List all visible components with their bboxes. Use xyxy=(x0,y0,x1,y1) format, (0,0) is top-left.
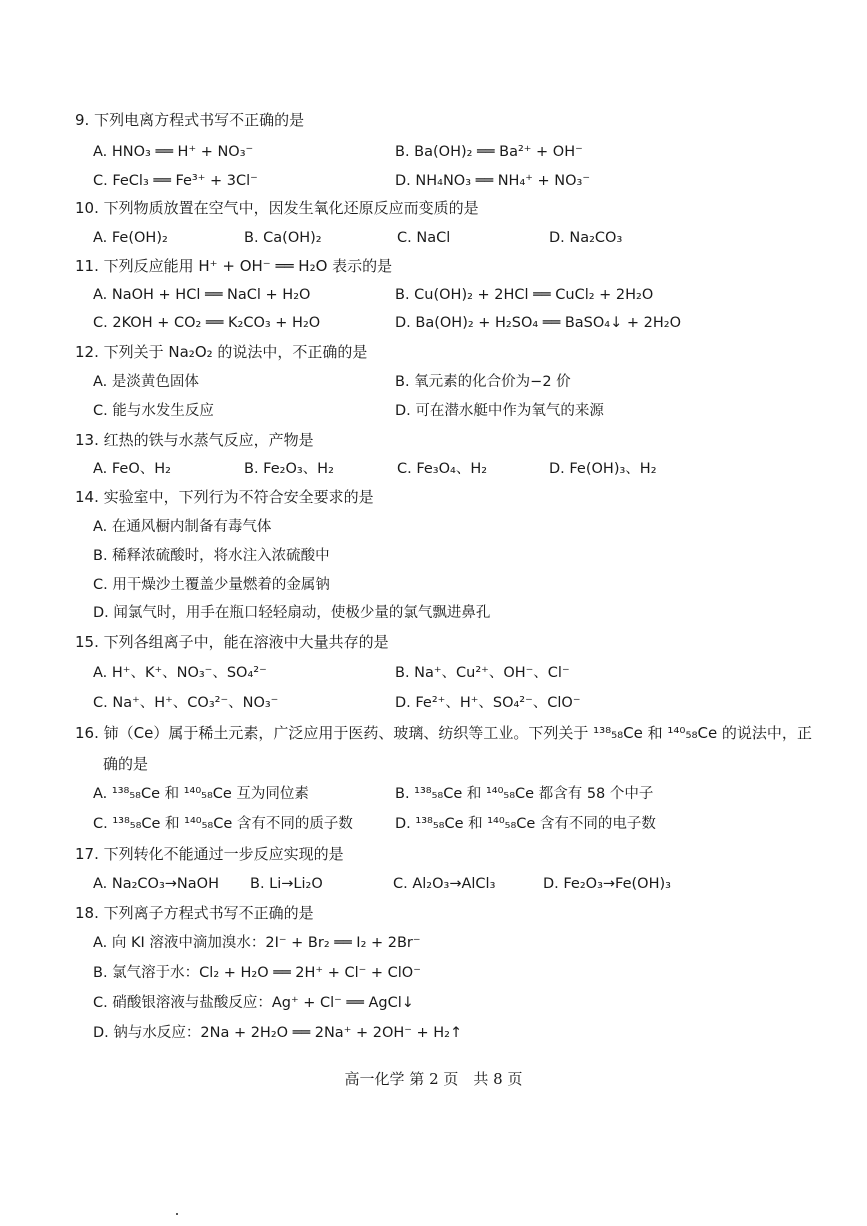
question-12-option-d: D. 可在潜水艇中作为氧气的来源 xyxy=(395,403,604,419)
question-13-option-b: B. Fe₂O₃、H₂ xyxy=(244,461,334,477)
question-16-option-d: D. ¹³⁸₅₈Ce 和 ¹⁴⁰₅₈Ce 含有不同的电子数 xyxy=(395,816,656,832)
question-17-stem: 17. 下列转化不能通过一步反应实现的是 xyxy=(75,845,344,863)
question-9-option-a: A. HNO₃ ══ H⁺ + NO₃⁻ xyxy=(93,144,254,160)
question-18-option-d: D. 钠与水反应：2Na + 2H₂O ══ 2Na⁺ + 2OH⁻ + H₂↑ xyxy=(93,1025,463,1041)
question-14-option-c: C. 用干燥沙土覆盖少量燃着的金属钠 xyxy=(93,577,330,593)
question-16-stem: 16. 铈（Ce）属于稀土元素，广泛应用于医药、玻璃、纺织等工业。下列关于 ¹³⁸₅₈Ce 和 ¹⁴⁰₅₈Ce 的说法中，正 xyxy=(75,724,812,742)
question-18-option-a: A. 向 KI 溶液中滴加溴水：2I⁻ + Br₂ ══ I₂ + 2Br⁻ xyxy=(93,935,421,951)
question-12-stem: 12. 下列关于 Na₂O₂ 的说法中，不正确的是 xyxy=(75,343,368,361)
question-16-stem-continued: 确的是 xyxy=(103,755,149,773)
question-17-option-d: D. Fe₂O₃→Fe(OH)₃ xyxy=(543,876,671,892)
page-footer: 高一化学 第 2 页 共 8 页 xyxy=(344,1070,523,1088)
question-11-option-c: C. 2KOH + CO₂ ══ K₂CO₃ + H₂O xyxy=(93,315,321,331)
question-11-option-b: B. Cu(OH)₂ + 2HCl ══ CuCl₂ + 2H₂O xyxy=(395,287,654,303)
question-14-option-b: B. 稀释浓硫酸时，将水注入浓硫酸中 xyxy=(93,548,330,564)
question-9-option-b: B. Ba(OH)₂ ══ Ba²⁺ + OH⁻ xyxy=(395,144,583,160)
question-15-option-c: C. Na⁺、H⁺、CO₃²⁻、NO₃⁻ xyxy=(93,695,279,711)
question-18-stem: 18. 下列离子方程式书写不正确的是 xyxy=(75,904,314,922)
question-17-option-b: B. Li→Li₂O xyxy=(250,876,323,892)
question-10-stem: 10. 下列物质放置在空气中，因发生氧化还原反应而变质的是 xyxy=(75,199,479,217)
question-10-option-a: A. Fe(OH)₂ xyxy=(93,230,168,246)
question-14-option-a: A. 在通风橱内制备有毒气体 xyxy=(93,519,272,535)
question-18-option-b: B. 氯气溶于水：Cl₂ + H₂O ══ 2H⁺ + Cl⁻ + ClO⁻ xyxy=(93,965,421,981)
question-14-option-d: D. 闻氯气时，用手在瓶口轻轻扇动，使极少量的氯气飘进鼻孔 xyxy=(93,605,491,621)
question-15-option-d: D. Fe²⁺、H⁺、SO₄²⁻、ClO⁻ xyxy=(395,695,581,711)
scan-speck xyxy=(176,1213,178,1215)
question-16-option-a: A. ¹³⁸₅₈Ce 和 ¹⁴⁰₅₈Ce 互为同位素 xyxy=(93,786,309,802)
question-10-option-d: D. Na₂CO₃ xyxy=(549,230,623,246)
question-12-option-c: C. 能与水发生反应 xyxy=(93,403,214,419)
question-17-option-c: C. Al₂O₃→AlCl₃ xyxy=(393,876,496,892)
question-17-option-a: A. Na₂CO₃→NaOH xyxy=(93,876,219,892)
question-16-option-b: B. ¹³⁸₅₈Ce 和 ¹⁴⁰₅₈Ce 都含有 58 个中子 xyxy=(395,786,654,802)
question-15-stem: 15. 下列各组离子中，能在溶液中大量共存的是 xyxy=(75,633,389,651)
question-10-option-c: C. NaCl xyxy=(397,230,451,246)
question-9-option-d: D. NH₄NO₃ ══ NH₄⁺ + NO₃⁻ xyxy=(395,173,591,189)
question-10-option-b: B. Ca(OH)₂ xyxy=(244,230,322,246)
question-12-option-a: A. 是淡黄色固体 xyxy=(93,374,199,390)
question-13-option-c: C. Fe₃O₄、H₂ xyxy=(397,461,488,477)
question-11-stem: 11. 下列反应能用 H⁺ + OH⁻ ══ H₂O 表示的是 xyxy=(75,257,393,275)
question-12-option-b: B. 氧元素的化合价为−2 价 xyxy=(395,374,571,390)
question-13-option-a: A. FeO、H₂ xyxy=(93,461,171,477)
question-15-option-a: A. H⁺、K⁺、NO₃⁻、SO₄²⁻ xyxy=(93,665,267,681)
question-9-option-c: C. FeCl₃ ══ Fe³⁺ + 3Cl⁻ xyxy=(93,173,258,189)
question-14-stem: 14. 实验室中，下列行为不符合安全要求的是 xyxy=(75,488,374,506)
question-18-option-c: C. 硝酸银溶液与盐酸反应：Ag⁺ + Cl⁻ ══ AgCl↓ xyxy=(93,995,414,1011)
question-13-option-d: D. Fe(OH)₃、H₂ xyxy=(549,461,657,477)
question-16-option-c: C. ¹³⁸₅₈Ce 和 ¹⁴⁰₅₈Ce 含有不同的质子数 xyxy=(93,816,353,832)
question-11-option-a: A. NaOH + HCl ══ NaCl + H₂O xyxy=(93,287,311,303)
question-9-stem: 9. 下列电离方程式书写不正确的是 xyxy=(75,111,305,129)
question-15-option-b: B. Na⁺、Cu²⁺、OH⁻、Cl⁻ xyxy=(395,665,570,681)
question-11-option-d: D. Ba(OH)₂ + H₂SO₄ ══ BaSO₄↓ + 2H₂O xyxy=(395,315,681,331)
question-13-stem: 13. 红热的铁与水蒸气反应，产物是 xyxy=(75,431,314,449)
